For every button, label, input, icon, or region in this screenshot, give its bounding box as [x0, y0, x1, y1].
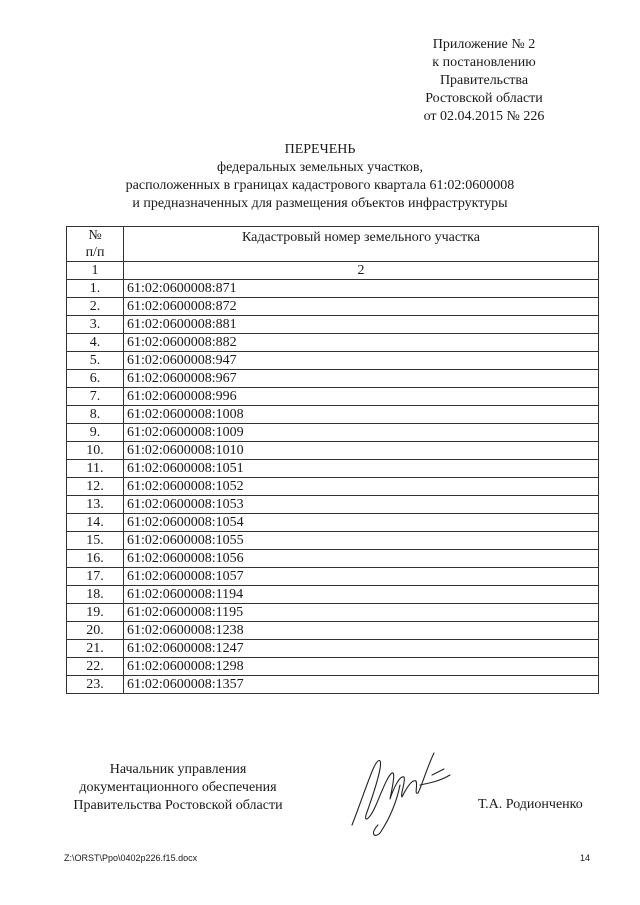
title-line: и предназначенных для размещения объектов инфраструктуры: [132, 196, 508, 211]
appendix-line: Ростовской области: [425, 91, 543, 106]
title-line: федеральных земельных участков,: [217, 160, 423, 175]
appendix-line: Правительства: [439, 73, 529, 88]
row-number-cell: 5.: [67, 352, 124, 370]
appendix-line: к постановлению: [432, 55, 536, 70]
column-index-row: [67, 262, 599, 280]
cadastral-number-cell: 61:02:0600008:1051: [124, 460, 599, 478]
table-row: [67, 442, 599, 460]
row-number-cell: 11.: [67, 460, 124, 478]
row-number-cell: 6.: [67, 370, 124, 388]
row-number-cell: 20.: [67, 622, 124, 640]
row-number-cell: 9.: [67, 424, 124, 442]
cadastral-number-cell: 61:02:0600008:1298: [124, 658, 599, 676]
row-number-cell: 8.: [67, 406, 124, 424]
header-num-cell: [67, 227, 124, 262]
table-row: [67, 334, 599, 352]
row-number-cell: 10.: [67, 442, 124, 460]
title-line: расположенных в границах кадастрового квартала 61:02:0600008: [125, 178, 515, 193]
cadastral-number-cell: 61:02:0600008:872: [124, 298, 599, 316]
row-number-cell: 14.: [67, 514, 124, 532]
appendix-header: [384, 36, 584, 126]
table-row: [67, 532, 599, 550]
row-number-cell: 2.: [67, 298, 124, 316]
handwritten-signature: [340, 745, 460, 840]
table-row: [67, 298, 599, 316]
cadastral-number-cell: 61:02:0600008:1052: [124, 478, 599, 496]
row-number-cell: 21.: [67, 640, 124, 658]
cadastral-number-cell: 61:02:0600008:1238: [124, 622, 599, 640]
cadastral-number-cell: 61:02:0600008:882: [124, 334, 599, 352]
header-num-abbr: п/п: [85, 245, 105, 260]
table-row: [67, 658, 599, 676]
table-row: [67, 550, 599, 568]
cadastral-number-cell: 61:02:0600008:1357: [124, 676, 599, 694]
row-number-cell: 1.: [67, 280, 124, 298]
appendix-line: Приложение № 2: [432, 37, 536, 52]
cadastral-number-cell: 61:02:0600008:871: [124, 280, 599, 298]
table-row: [67, 280, 599, 298]
appendix-line: от 02.04.2015 № 226: [423, 109, 545, 124]
table-header-row: [67, 227, 599, 262]
row-number-cell: 3.: [67, 316, 124, 334]
signatory-name: Т.А. Родионченко: [478, 797, 583, 812]
table-row: [67, 676, 599, 694]
table-row: [67, 388, 599, 406]
cadastral-number-cell: 61:02:0600008:1053: [124, 496, 599, 514]
header-num-symbol: №: [88, 228, 102, 243]
footer-page-number: 14: [579, 853, 590, 863]
table-row: [67, 640, 599, 658]
row-number-cell: 18.: [67, 586, 124, 604]
table-body: [67, 280, 599, 694]
row-number-cell: 19.: [67, 604, 124, 622]
cadastral-number-cell: 61:02:0600008:1057: [124, 568, 599, 586]
cadastral-number-cell: 61:02:0600008:1194: [124, 586, 599, 604]
signatory-position: [58, 761, 298, 815]
table-row: [67, 424, 599, 442]
row-number-cell: 22.: [67, 658, 124, 676]
table-row: [67, 586, 599, 604]
signatory-line: Начальник управления: [109, 762, 247, 777]
cadastral-number-cell: 61:02:0600008:1054: [124, 514, 599, 532]
cadastral-number-cell: 61:02:0600008:1010: [124, 442, 599, 460]
cadastral-number-cell: 61:02:0600008:996: [124, 388, 599, 406]
row-number-cell: 23.: [67, 676, 124, 694]
cadastral-number-cell: 61:02:0600008:881: [124, 316, 599, 334]
table-row: [67, 316, 599, 334]
land-plots-table: [66, 226, 599, 694]
row-number-cell: 7.: [67, 388, 124, 406]
row-number-cell: 4.: [67, 334, 124, 352]
cadastral-number-cell: 61:02:0600008:1008: [124, 406, 599, 424]
table-row: [67, 352, 599, 370]
signatory-line: документационного обеспечения: [79, 780, 277, 795]
column-index-cell: 2: [124, 262, 599, 280]
table-row: [67, 604, 599, 622]
row-number-cell: 13.: [67, 496, 124, 514]
table-row: [67, 496, 599, 514]
table-row: [67, 460, 599, 478]
cadastral-number-cell: 61:02:0600008:1247: [124, 640, 599, 658]
signatory-line: Правительства Ростовской области: [73, 798, 283, 813]
row-number-cell: 12.: [67, 478, 124, 496]
cadastral-number-cell: 61:02:0600008:1195: [124, 604, 599, 622]
cadastral-number-cell: 61:02:0600008:1009: [124, 424, 599, 442]
column-index-cell: 1: [67, 262, 124, 280]
row-number-cell: 17.: [67, 568, 124, 586]
row-number-cell: 16.: [67, 550, 124, 568]
cadastral-number-cell: 61:02:0600008:1056: [124, 550, 599, 568]
title-heading: ПЕРЕЧЕНЬ: [284, 142, 356, 157]
table-row: [67, 622, 599, 640]
header-cadastral-cell: Кадастровый номер земельного участка: [124, 227, 599, 262]
table-row: [67, 514, 599, 532]
table-row: [67, 568, 599, 586]
row-number-cell: 15.: [67, 532, 124, 550]
table-row: [67, 370, 599, 388]
cadastral-number-cell: 61:02:0600008:947: [124, 352, 599, 370]
table-row: [67, 406, 599, 424]
footer-file-path: Z:\ORST\Ppo\0402p226.f15.docx: [64, 853, 198, 863]
document-title: [0, 141, 640, 213]
table-row: [67, 478, 599, 496]
cadastral-number-cell: 61:02:0600008:1055: [124, 532, 599, 550]
cadastral-number-cell: 61:02:0600008:967: [124, 370, 599, 388]
